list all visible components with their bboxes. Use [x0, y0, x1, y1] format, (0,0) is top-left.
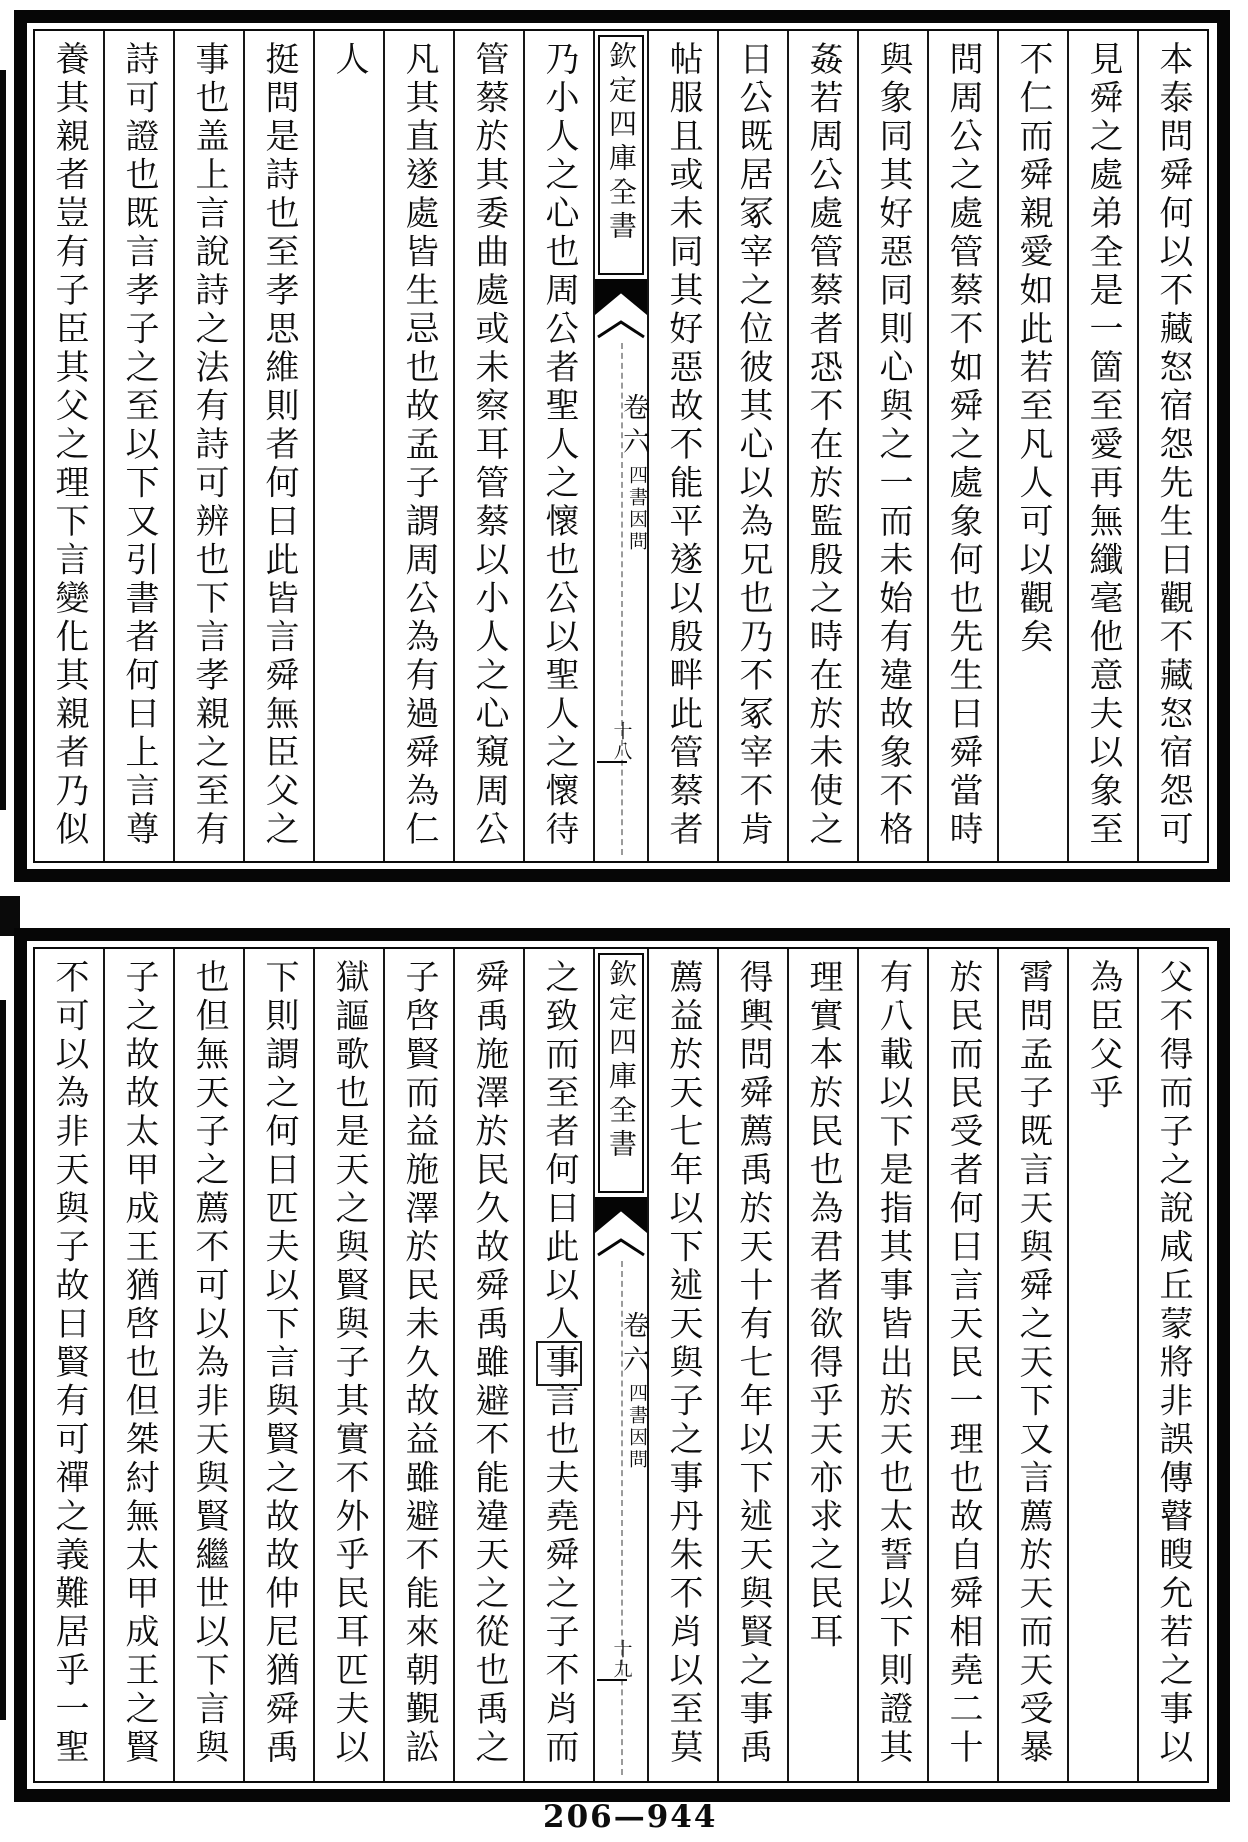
text-column: 也但無天子之薦不可以為非天與賢繼世以下言與: [173, 949, 243, 1781]
text-column: 養其親者豈有子臣其父之理下言變化其親者乃似: [49, 41, 89, 850]
text-column: 父不得而子之說咸丘蒙將非誤傳瞽瞍允若之事以: [1137, 949, 1207, 1781]
text-segment: 言也夫堯舜之子不肖而: [539, 1382, 579, 1768]
text-column: 本泰問舜何以不藏怒宿怨先生曰觀不藏怒宿怨可: [1137, 31, 1207, 861]
text-column: 為臣父乎: [1067, 949, 1137, 1781]
text-column: 不可以為非天與子故曰賢有可禪之義難居乎一聖: [49, 959, 89, 1768]
banxin-titles: [595, 1311, 647, 1471]
boxed-correction-char: 事: [539, 1344, 579, 1383]
leaf-number-rule: [597, 761, 627, 763]
fishtail-chevron-icon: [595, 1236, 647, 1258]
text-column: 姦若周公處管蔡者恐不在於監殷之時在於未使之: [787, 31, 857, 861]
fishtail-mark: [595, 1197, 647, 1233]
text-column: 霄問孟子既言天與舜之天下又言薦於天而天受暴: [997, 949, 1067, 1781]
text-column: 於民而民受者何曰言天民一理也故自舜相堯二十: [927, 949, 997, 1781]
text-column: [523, 949, 593, 1781]
text-column: 下則謂之何曰匹夫以下言與賢之故故仲尼猶舜禹: [243, 949, 313, 1781]
volume-label: 卷六: [618, 393, 649, 461]
fishtail-chevron-icon: [595, 318, 647, 340]
text-column: 獄謳歌也是天之與賢與子其實不外乎民耳匹夫以: [313, 949, 383, 1781]
text-column: 凡其直遂處皆生忌也故孟子謂周公為有過舜為仁: [383, 31, 453, 861]
text-column: 薦益於天七年以下述天與子之事丹朱不肖以至莫: [647, 949, 717, 1781]
text-column: 帖服且或未同其好惡故不能平遂以殷畔此管蔡者: [647, 31, 717, 861]
page-leaf-19: [14, 928, 1230, 1802]
volume-label: 卷六: [618, 1311, 649, 1379]
text-column: 挺問是詩也至孝思維則者何曰此皆言舜無臣父之: [243, 31, 313, 861]
text-column: 理實本於民也為君者欲得乎天亦求之民耳: [787, 949, 857, 1781]
print-page-number: 206—944: [543, 1799, 718, 1835]
book-title: 四書因問: [626, 1383, 648, 1471]
text-column: 有八載以下是指其事皆出於天也太誓以下則證其: [857, 949, 927, 1781]
leaf-number: 十八: [610, 721, 633, 761]
text-column: 日公既居冢宰之位彼其心以為兄也乃不冢宰不肯: [717, 31, 787, 861]
page-leaf-18: [14, 10, 1230, 882]
text-column: 詩可證也既言孝子之至以下又引書者何曰上言尊: [103, 31, 173, 861]
series-title: 欽定四庫全書: [605, 959, 638, 1163]
text-segment: 之致而至者何曰此以人: [539, 959, 579, 1344]
text-column: 與象同其好惡同則心與之一而未始有違故象不格: [857, 31, 927, 861]
text-column: 人: [313, 31, 383, 861]
banxin-fold-column: [593, 31, 647, 861]
scan-gutter-shadow: [0, 1000, 6, 1720]
leaf-number-rule: [597, 1679, 627, 1681]
series-title-box: [598, 953, 644, 1193]
text-column: 見舜之處弟全是一箇至愛再無纖毫他意夫以象至: [1067, 31, 1137, 861]
page-leaf-18-inner: [33, 29, 1209, 863]
text-column: 不仁而舜親愛如此若至凡人可以觀矣: [997, 31, 1067, 861]
text-column: 子之故故太甲成王猶啓也但桀紂無太甲成王之賢: [103, 949, 173, 1781]
text-column: 管蔡於其委曲處或未察耳管蔡以小人之心窺周公: [453, 31, 523, 861]
leaf-number: 十九: [610, 1639, 633, 1679]
text-column: 得輿問舜薦禹於天十有七年以下述天與賢之事禹: [717, 949, 787, 1781]
series-title-box: [598, 35, 644, 275]
book-title: 四書因問: [626, 465, 648, 553]
text-column: 子啓賢而益施澤於民未久故益雖避不能來朝覲訟: [383, 949, 453, 1781]
page-leaf-19-inner: [33, 947, 1209, 1783]
text-column: 問周公之處管蔡不如舜之處象何也先生曰舜當時: [927, 31, 997, 861]
banxin-titles: [595, 393, 647, 553]
text-column: 乃小人之心也周公者聖人之懷也公以聖人之懷待: [523, 31, 593, 861]
banxin-fold-column: [593, 949, 647, 1781]
fishtail-mark: [595, 279, 647, 315]
series-title: 欽定四庫全書: [605, 41, 638, 245]
text-column: 事也盖上言說詩之法有詩可辨也下言孝親之至有: [173, 31, 243, 861]
text-column: 舜禹施澤於民久故舜禹雖避不能違天之從也禹之: [453, 949, 523, 1781]
scan-gutter-shadow: [0, 70, 6, 810]
